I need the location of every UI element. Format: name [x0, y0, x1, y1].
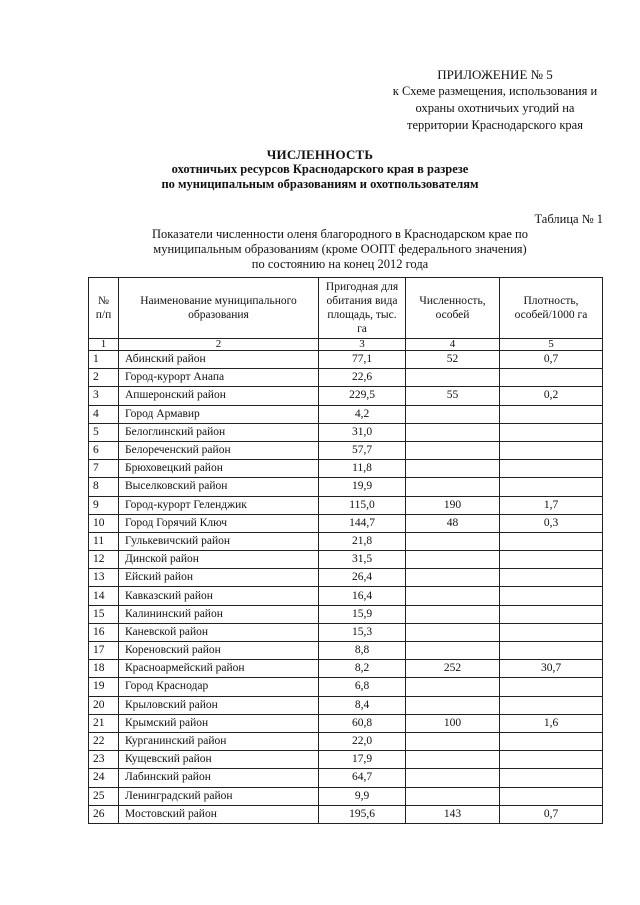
table-row — [89, 751, 603, 769]
table-row — [89, 678, 603, 696]
habitat-area: 22,6 — [319, 369, 406, 387]
habitat-area: 64,7 — [319, 769, 406, 787]
habitat-area: 15,3 — [319, 623, 406, 641]
municipality-name: Лабинский район — [119, 769, 319, 787]
municipality-name: Город Горячий Ключ — [119, 514, 319, 532]
population-density — [500, 642, 603, 660]
municipality-name: Выселковский район — [119, 478, 319, 496]
row-number: 8 — [89, 478, 119, 496]
population-count — [406, 732, 500, 750]
population-density — [500, 787, 603, 805]
table-label: Таблица № 1 — [534, 212, 603, 226]
habitat-area: 115,0 — [319, 496, 406, 514]
population-density — [500, 769, 603, 787]
row-number: 14 — [89, 587, 119, 605]
appendix-block — [360, 66, 630, 134]
row-number: 3 — [89, 387, 119, 405]
table-row — [89, 696, 603, 714]
population-count — [406, 623, 500, 641]
population-count: 52 — [406, 351, 500, 369]
population-density — [500, 678, 603, 696]
row-number: 19 — [89, 678, 119, 696]
habitat-area: 31,5 — [319, 551, 406, 569]
table-row — [89, 460, 603, 478]
municipality-name: Крымский район — [119, 714, 319, 732]
population-density — [500, 405, 603, 423]
row-number: 18 — [89, 660, 119, 678]
population-count — [406, 423, 500, 441]
table-row — [89, 441, 603, 459]
habitat-area: 6,8 — [319, 678, 406, 696]
table-row — [89, 769, 603, 787]
population-count — [406, 478, 500, 496]
row-number: 20 — [89, 696, 119, 714]
municipality-name: Брюховецкий район — [119, 460, 319, 478]
header-density: Плотность, особей/1000 га — [500, 278, 603, 339]
population-density — [500, 423, 603, 441]
municipality-name: Курганинский район — [119, 732, 319, 750]
population-density — [500, 587, 603, 605]
table-row — [89, 387, 603, 405]
municipality-name: Белоглинский район — [119, 423, 319, 441]
appendix-title: ПРИЛОЖЕНИЕ № 5 — [437, 67, 553, 82]
table-row — [89, 787, 603, 805]
population-count — [406, 369, 500, 387]
row-number: 22 — [89, 732, 119, 750]
appendix-line-2: охраны охотничьих угодий на — [415, 101, 575, 115]
row-number: 15 — [89, 605, 119, 623]
municipality-name: Ленинградский район — [119, 787, 319, 805]
population-count: 190 — [406, 496, 500, 514]
population-density — [500, 369, 603, 387]
population-count: 48 — [406, 514, 500, 532]
heading-line-3: по муниципальным образованиям и охотпользователям — [161, 177, 479, 191]
row-number: 13 — [89, 569, 119, 587]
habitat-area: 144,7 — [319, 514, 406, 532]
row-number: 17 — [89, 642, 119, 660]
habitat-area: 9,9 — [319, 787, 406, 805]
population-count: 252 — [406, 660, 500, 678]
population-density — [500, 569, 603, 587]
population-density: 30,7 — [500, 660, 603, 678]
population-count — [406, 605, 500, 623]
population-density — [500, 605, 603, 623]
population-density — [500, 623, 603, 641]
habitat-area: 11,8 — [319, 460, 406, 478]
row-number: 9 — [89, 496, 119, 514]
habitat-area: 31,0 — [319, 423, 406, 441]
municipality-name: Гулькевичский район — [119, 532, 319, 550]
habitat-area: 60,8 — [319, 714, 406, 732]
row-number: 12 — [89, 551, 119, 569]
habitat-area: 15,9 — [319, 605, 406, 623]
row-number: 4 — [89, 405, 119, 423]
habitat-area: 17,9 — [319, 751, 406, 769]
header-count: Численность, особей — [406, 278, 500, 339]
population-count: 100 — [406, 714, 500, 732]
municipality-name: Город-курорт Геленджик — [119, 496, 319, 514]
population-count — [406, 787, 500, 805]
population-density — [500, 551, 603, 569]
table-row — [89, 805, 603, 823]
population-count — [406, 769, 500, 787]
column-number-5: 5 — [500, 339, 603, 351]
header-municipality: Наименование муниципального образования — [119, 278, 319, 339]
row-number: 5 — [89, 423, 119, 441]
population-count: 143 — [406, 805, 500, 823]
table-row — [89, 642, 603, 660]
header-number: № п/п — [89, 278, 119, 339]
row-number: 26 — [89, 805, 119, 823]
table-row — [89, 405, 603, 423]
caption-line-1: Показатели численности оленя благородного в Краснодарском крае по — [152, 227, 528, 241]
habitat-area: 16,4 — [319, 587, 406, 605]
municipality-name: Абинский район — [119, 351, 319, 369]
population-density — [500, 751, 603, 769]
population-count — [406, 405, 500, 423]
row-number: 16 — [89, 623, 119, 641]
municipality-name: Мостовский район — [119, 805, 319, 823]
municipality-name: Калининский район — [119, 605, 319, 623]
municipality-name: Красноармейский район — [119, 660, 319, 678]
population-density — [500, 696, 603, 714]
column-number-3: 3 — [319, 339, 406, 351]
table-row — [89, 623, 603, 641]
table-row — [89, 660, 603, 678]
municipality-name: Кущевский район — [119, 751, 319, 769]
caption-line-2: муниципальным образованиям (кроме ООПТ федерального значения) — [153, 242, 527, 256]
municipality-name: Город Армавир — [119, 405, 319, 423]
population-count — [406, 551, 500, 569]
population-count — [406, 441, 500, 459]
municipality-name: Динской район — [119, 551, 319, 569]
table-row — [89, 605, 603, 623]
table-row — [89, 351, 603, 369]
population-count — [406, 678, 500, 696]
municipality-name: Город-курорт Анапа — [119, 369, 319, 387]
population-count — [406, 696, 500, 714]
population-density — [500, 478, 603, 496]
table-row — [89, 551, 603, 569]
row-number: 6 — [89, 441, 119, 459]
population-density — [500, 732, 603, 750]
municipality-name: Город Краснодар — [119, 678, 319, 696]
row-number: 10 — [89, 514, 119, 532]
habitat-area: 4,2 — [319, 405, 406, 423]
population-count — [406, 569, 500, 587]
table-row — [89, 423, 603, 441]
column-number-2: 2 — [119, 339, 319, 351]
population-count — [406, 587, 500, 605]
table-row — [89, 478, 603, 496]
municipality-name: Крыловский район — [119, 696, 319, 714]
population-density: 0,3 — [500, 514, 603, 532]
appendix-line-3: территории Краснодарского края — [407, 118, 583, 132]
heading-line-2: охотничьих ресурсов Краснодарского края в разрезе — [171, 162, 469, 176]
appendix-line-1: к Схеме размещения, использования и — [392, 84, 598, 98]
habitat-area: 21,8 — [319, 532, 406, 550]
table-header-row — [89, 278, 603, 339]
population-density — [500, 532, 603, 550]
table-body — [89, 351, 603, 824]
habitat-area: 57,7 — [319, 441, 406, 459]
population-density — [500, 441, 603, 459]
population-density: 0,7 — [500, 805, 603, 823]
deer-population-table — [88, 277, 603, 824]
row-number: 7 — [89, 460, 119, 478]
municipality-name: Белореченский район — [119, 441, 319, 459]
habitat-area: 22,0 — [319, 732, 406, 750]
row-number: 23 — [89, 751, 119, 769]
habitat-area: 195,6 — [319, 805, 406, 823]
row-number: 2 — [89, 369, 119, 387]
habitat-area: 26,4 — [319, 569, 406, 587]
table-row — [89, 532, 603, 550]
habitat-area: 8,8 — [319, 642, 406, 660]
table-row — [89, 369, 603, 387]
row-number: 21 — [89, 714, 119, 732]
population-count — [406, 751, 500, 769]
row-number: 1 — [89, 351, 119, 369]
table-row — [89, 587, 603, 605]
population-density: 1,7 — [500, 496, 603, 514]
table-row — [89, 514, 603, 532]
column-number-4: 4 — [406, 339, 500, 351]
header-area: Пригодная для обитания вида площадь, тыс. га — [319, 278, 406, 339]
table-row — [89, 569, 603, 587]
document-heading — [0, 147, 640, 192]
municipality-name: Ейский район — [119, 569, 319, 587]
municipality-name: Каневской район — [119, 623, 319, 641]
row-number: 25 — [89, 787, 119, 805]
row-number: 24 — [89, 769, 119, 787]
population-count: 55 — [406, 387, 500, 405]
heading-line-1: ЧИСЛЕННОСТЬ — [266, 147, 374, 162]
population-density: 0,7 — [500, 351, 603, 369]
population-density — [500, 460, 603, 478]
municipality-name: Кавказский район — [119, 587, 319, 605]
population-density: 1,6 — [500, 714, 603, 732]
habitat-area: 8,4 — [319, 696, 406, 714]
population-count — [406, 642, 500, 660]
habitat-area: 8,2 — [319, 660, 406, 678]
table-column-numbers-row — [89, 339, 603, 351]
table-row — [89, 732, 603, 750]
population-count — [406, 532, 500, 550]
habitat-area: 229,5 — [319, 387, 406, 405]
caption-line-3: по состоянию на конец 2012 года — [251, 257, 429, 271]
table-row — [89, 714, 603, 732]
population-density: 0,2 — [500, 387, 603, 405]
habitat-area: 19,9 — [319, 478, 406, 496]
row-number: 11 — [89, 532, 119, 550]
column-number-1: 1 — [89, 339, 119, 351]
municipality-name: Кореновский район — [119, 642, 319, 660]
population-count — [406, 460, 500, 478]
table-caption — [110, 227, 570, 272]
table-row — [89, 496, 603, 514]
habitat-area: 77,1 — [319, 351, 406, 369]
municipality-name: Апшеронский район — [119, 387, 319, 405]
